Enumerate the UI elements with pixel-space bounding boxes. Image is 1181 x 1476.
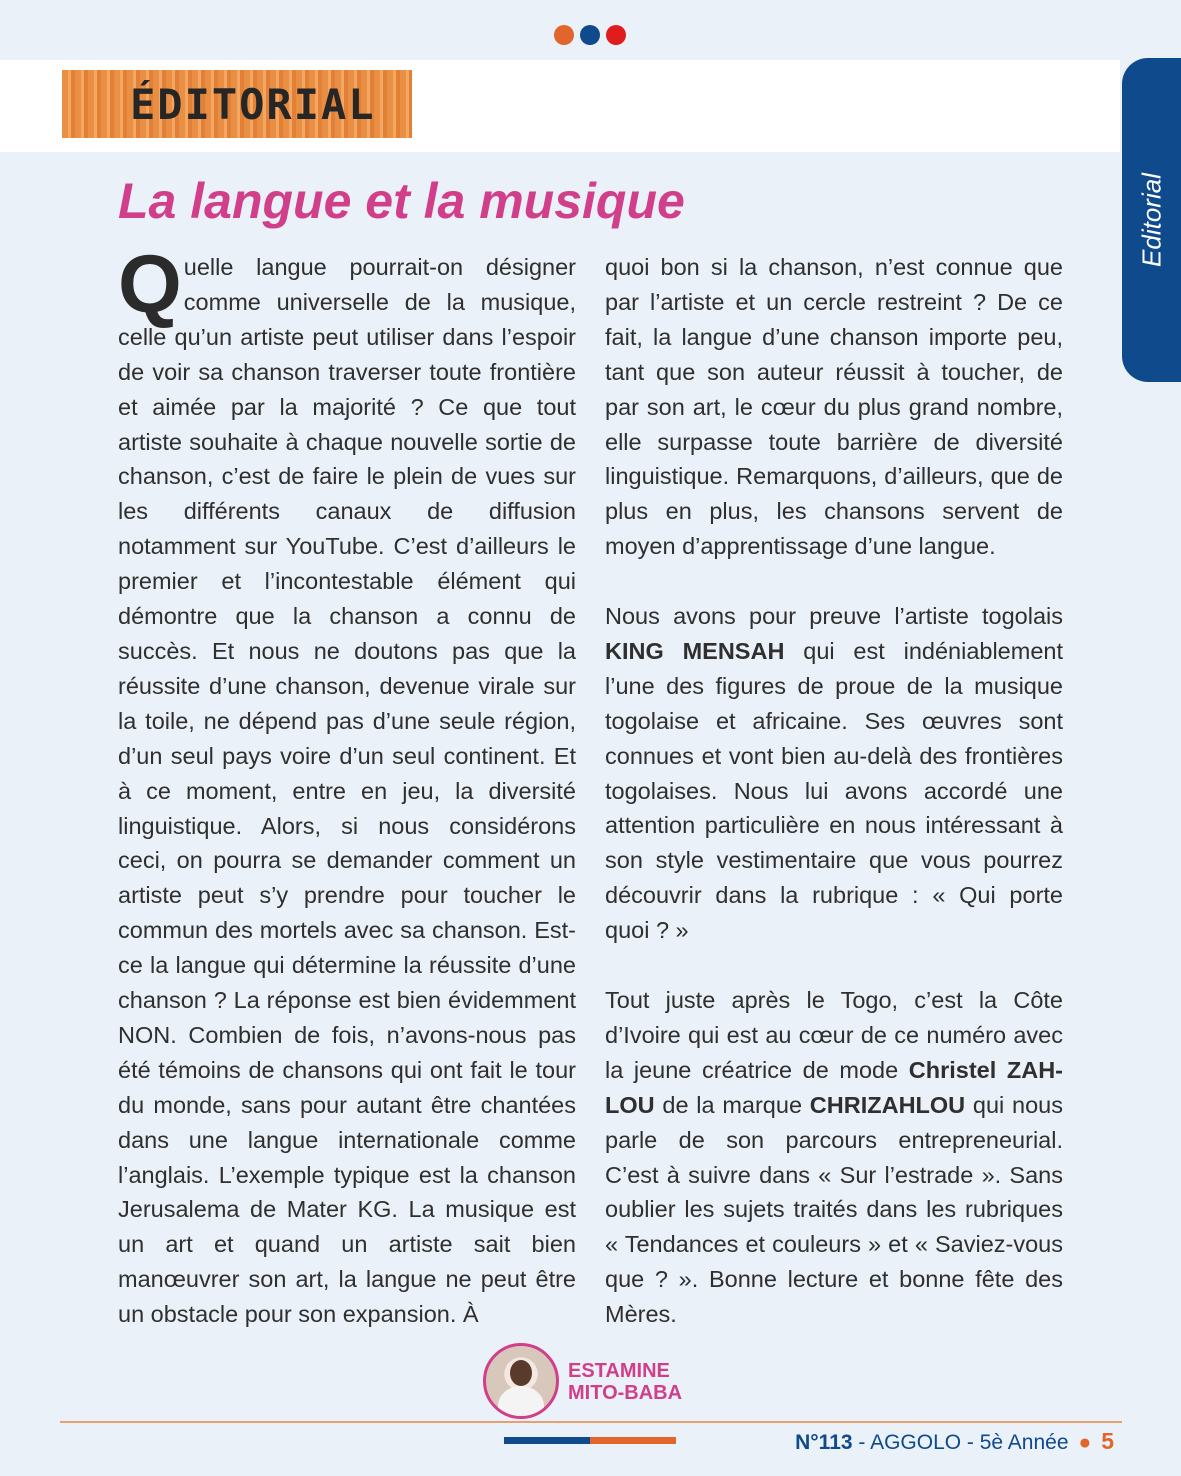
- article-column-left: [118, 239, 576, 1332]
- article-column-right: [605, 250, 1063, 1332]
- side-tab: [1122, 58, 1181, 382]
- avatar-head: [510, 1360, 532, 1386]
- article-paragraph-3: [605, 599, 1063, 948]
- article-paragraph-1: [118, 239, 576, 1332]
- text-segment: qui est indéniablement l’une des figures de proue de la musique togolaise et africaine. Ses œuvres sont connues et vont bien au-delà des frontières togolaises. Nous lui avons accordé une attention particulière en nous intéressant à son style vestimentaire que vous pourrez découvrir dans la rubrique : « Qui porte quoi ? »: [605, 637, 1063, 944]
- article-paragraph-4: [605, 983, 1063, 1332]
- text-segment: de la marque: [654, 1091, 810, 1118]
- red-dot: [606, 25, 626, 45]
- highlight-chrizahlou: CHRIZAHLOU: [809, 1091, 966, 1118]
- magazine-info: - AGGOLO - 5è Année: [852, 1431, 1069, 1454]
- left-column-text: uelle langue pourrait-on désigner comme universelle de la musique, celle qu’un artiste peut utiliser dans l’espoir de voir sa chanson traverser toute frontière et aimée par la majorité ? Ce que tout artiste souhaite à chaque nouvelle sortie de chanson, c’est de faire le plein de vues sur les différents canaux de diffusion notamment sur YouTube. C’est d’ailleurs le premier et l’incontestable élément qui démontre que la chanson a connu de succès. Et nous ne doutons pas que la réussite d’une chanson, devenue virale sur la toile, ne dépend pas d’une seule région, d’un seul pays voire d’un seul continent. Et à ce moment, entre en jeu, la diversité linguistique. Alors, si nous considérons ceci, on pourra se demander comment un artiste peut s’y prendre pour toucher le commun des mortels avec sa chanson. Est-ce la langue qui détermine la réussite d’une chanson ? La réponse est bien évidemment NON. Combien de fois, n’avons-nous pas été témoins de chansons qui ont fait le tour du monde, sans pour autant être chantées dans une langue internationale comme l’anglais. L’exemple typique est la chanson Jerusalema de Mater KG. La musique est un art et quand un artiste sait bien manœuvrer son art, la langue ne peut être un obstacle pour son expansion. À: [118, 254, 576, 1328]
- page-number: 5: [1101, 1428, 1114, 1454]
- footer-info: [795, 1428, 1114, 1455]
- footer-bar-blue: [504, 1437, 590, 1444]
- author-name: [568, 1360, 682, 1404]
- blue-dot: [580, 25, 600, 45]
- section-label-text: ÉDITORIAL: [130, 80, 376, 129]
- author-first-name: ESTAMINE: [568, 1360, 670, 1382]
- text-segment: Tout juste après le Togo, c’est la Côte d’Ivoire qui est au cœur de ce numéro avec la jeune créatrice de mode: [605, 987, 1063, 1083]
- orange-dot: [554, 25, 574, 45]
- decorative-dots: [554, 25, 626, 45]
- footer-rule: [60, 1421, 1122, 1423]
- footer-bar-orange: [590, 1437, 676, 1444]
- article-paragraph-2: quoi bon si la chanson, n’est connue que par l’artiste et un cercle restreint ? De ce fait, la langue d’une chanson importe peu, tant que son auteur réussit à toucher, de par son art, le cœur du plus grand nombre, elle surpasse toute barrière de diversité linguistique. Remarquons, d’ailleurs, que de plus en plus, les chansons servent de moyen d’apprentissage d’une langue.: [605, 254, 1063, 560]
- highlight-king-mensah: KING MENSAH: [605, 637, 785, 664]
- issue-number: N°113: [795, 1431, 853, 1454]
- author-avatar: [483, 1343, 559, 1419]
- text-segment: qui nous parle de son parcours entrepreneurial. C’est à suivre dans « Sur l’estrade ». Sans oublier les sujets traités dans les rubriques « Tendances et couleurs » et « Saviez-vous que ? ». Bonne lecture et bonne fête des Mères.: [605, 1091, 1063, 1328]
- highlight-christel: Christel ZAH-LOU: [605, 1056, 1063, 1118]
- text-segment: Nous avons pour preuve l’artiste togolais: [605, 603, 1063, 630]
- drop-cap: Q: [118, 239, 182, 330]
- section-label: [62, 70, 412, 138]
- side-tab-label: Editorial: [1136, 173, 1166, 267]
- article-title: La langue et la musique: [118, 173, 685, 229]
- bullet-icon: ●: [1078, 1431, 1092, 1454]
- avatar-shoulders: [498, 1386, 544, 1419]
- author-last-name: MITO-BABA: [568, 1382, 683, 1404]
